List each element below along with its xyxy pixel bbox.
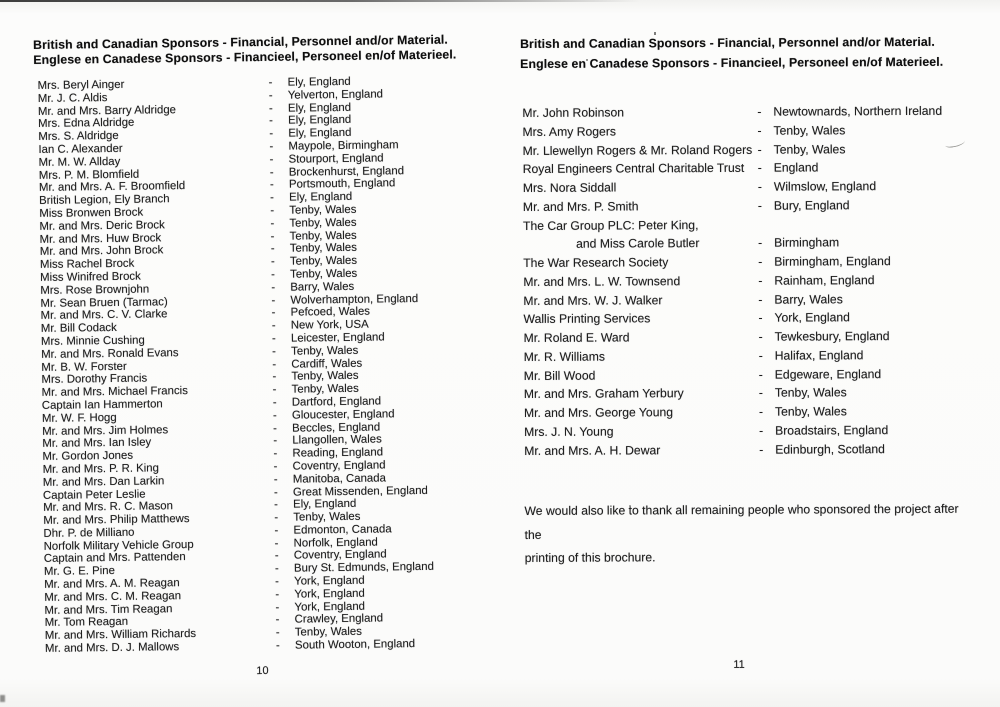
sponsor-name: Mr. and Mrs. Philip Matthews: [43, 513, 190, 527]
separator-dash: -: [274, 550, 279, 563]
sponsor-row: [522, 345, 994, 366]
separator-dash: -: [758, 385, 763, 401]
sponsor-location: Tenby, Wales: [289, 229, 357, 243]
sponsor-name: The War Research Society: [523, 255, 669, 270]
separator-dash: -: [271, 307, 276, 320]
sponsor-location: Tenby, Wales: [291, 382, 359, 396]
sponsor-location: Newtownards, Northern Ireland: [773, 103, 943, 119]
sponsor-location: Tenby, Wales: [289, 203, 357, 217]
sponsor-list-right: [520, 102, 994, 461]
sponsor-name: Mr. John Robinson: [522, 105, 625, 120]
separator-dash: -: [270, 243, 275, 256]
sponsor-row: [521, 270, 993, 291]
sponsor-location: Birmingham, England: [774, 254, 891, 269]
sponsor-location: Ely, England: [287, 75, 351, 89]
separator-dash: -: [273, 435, 278, 448]
sponsor-location: Maypole, Birmingham: [288, 139, 399, 153]
separator-dash: -: [757, 179, 762, 194]
separator-dash: -: [270, 217, 275, 230]
sponsor-row: [522, 327, 994, 348]
sponsor-name: Mr. M. W. Allday: [38, 155, 121, 169]
separator-dash: -: [758, 310, 763, 326]
separator-dash: -: [271, 319, 276, 333]
sponsor-row: [521, 233, 993, 254]
sponsor-name: Mr. Tom Reagan: [44, 616, 129, 630]
sponsor-name: Mrs. Nora Siddall: [522, 180, 617, 195]
sponsor-name: Mr. and Mrs. A. F. Broomfield: [38, 180, 186, 195]
sponsor-location: Ely, England: [293, 498, 357, 511]
sponsor-location: Ely, England: [289, 191, 353, 204]
sponsor-location: Tenby, Wales: [289, 216, 357, 230]
sponsor-location: New York, USA: [290, 318, 369, 332]
sponsor-location: Tenby, Wales: [290, 267, 358, 281]
title-english: British and Canadian Sponsors - Financial, Personnel and/or Material.: [520, 34, 935, 51]
sponsor-name: Miss Winifred Brock: [40, 270, 141, 284]
sponsor-location: Halifax, England: [774, 347, 864, 363]
sponsor-location: Llangollen, Wales: [292, 433, 382, 447]
separator-dash: -: [275, 639, 280, 652]
title-dutch: Englese en Canadese Sponsors - Financieel, Personeel en/of Materieel.: [520, 54, 944, 71]
separator-dash: -: [758, 367, 763, 382]
sponsor-name: Mrs. P. M. Blomfield: [38, 168, 140, 182]
sponsor-name: Captain Peter Leslie: [42, 488, 146, 502]
sponsor-location: Tenby, Wales: [294, 626, 362, 639]
sponsor-name: Mr. and Mrs. Deric Brock: [39, 219, 165, 233]
separator-dash: -: [270, 230, 275, 243]
sponsor-name: Mr. and Mrs. John Brock: [39, 244, 164, 259]
sponsor-name: Mr. Roland E. Ward: [523, 330, 630, 345]
sponsor-row: [521, 289, 993, 310]
sponsor-name: Mrs. J. N. Young: [524, 424, 614, 439]
page-title: [520, 32, 992, 74]
sponsor-location: Crawley, England: [294, 612, 384, 627]
sponsor-name: and Miss Carole Butler: [576, 236, 700, 251]
sponsor-name: Mr. R. Williams: [523, 349, 605, 364]
separator-dash: -: [270, 256, 275, 269]
separator-dash: -: [274, 563, 279, 576]
sponsor-location: Coventry, England: [292, 459, 386, 473]
sponsor-location: Birmingham: [774, 235, 840, 250]
sponsor-name: Mr. and Mrs. P. Smith: [522, 199, 639, 214]
sponsor-name: Mr. and Mrs. Ian Isley: [42, 436, 152, 451]
page-title: [33, 32, 503, 68]
sponsor-location: Brockenhurst, England: [288, 164, 405, 179]
sponsor-location: Dartford, England: [291, 395, 382, 409]
sponsor-location: Ely, England: [287, 101, 352, 115]
sponsor-location: York, England: [294, 587, 365, 601]
sponsor-location: Tenby, Wales: [774, 404, 847, 419]
sponsor-list-left: [34, 74, 511, 656]
title-dutch: Englese en Canadese Sponsors - Financieel, Personeel en/of Materieel.: [33, 47, 457, 67]
sponsor-location: Wilmslow, England: [773, 179, 877, 194]
sponsor-location: Tenby, Wales: [289, 242, 357, 256]
sponsor-name: Mrs. Rose Brownjohn: [40, 283, 150, 297]
sponsor-name: Dhr. P. de Milliano: [43, 526, 135, 540]
sponsor-row: [521, 158, 993, 179]
sponsor-location: Stourport, England: [288, 152, 384, 166]
sponsor-location: Edmonton, Canada: [293, 523, 392, 537]
separator-dash: -: [272, 358, 277, 371]
sponsor-name: Mr. Bill Wood: [523, 368, 596, 383]
sponsor-location: Edinburgh, Scotland: [775, 441, 885, 457]
separator-dash: -: [757, 104, 762, 119]
sponsor-name: Mr. and Mrs. Tim Reagan: [44, 602, 173, 617]
separator-dash: -: [758, 292, 763, 307]
sponsor-location: Yelverton, England: [287, 88, 384, 102]
separator-dash: -: [269, 128, 274, 141]
sponsor-row: [521, 195, 993, 216]
sponsor-name: Mr. and Mrs. Michael Francis: [41, 385, 188, 400]
sponsor-name: Mrs. S. Aldridge: [38, 130, 119, 144]
sponsor-location: Tenby, Wales: [293, 510, 361, 524]
closing-note: [524, 498, 976, 571]
separator-dash: -: [273, 447, 278, 460]
sponsor-name: Mr. B. W. Forster: [41, 360, 127, 374]
separator-dash: -: [757, 142, 762, 157]
separator-dash: -: [272, 383, 277, 397]
sponsor-name: Mr. Gordon Jones: [42, 449, 134, 464]
separator-dash: -: [275, 588, 280, 601]
sponsor-name: British Legion, Ely Branch: [39, 193, 170, 208]
sponsor-name: Mr. and Mrs. George Young: [523, 405, 674, 420]
separator-dash: -: [274, 524, 279, 537]
page-10: [33, 32, 503, 678]
separator-dash: -: [275, 601, 280, 614]
sponsor-location: York, England: [294, 574, 365, 588]
scan-artifact-top-edge: [0, 0, 640, 2]
sponsor-name: Mr. and Mrs. P. R. King: [42, 462, 160, 476]
sponsor-location: York, England: [774, 310, 850, 325]
page-number: 10: [256, 664, 269, 678]
sponsor-location: Leicester, England: [290, 331, 385, 345]
separator-dash: -: [273, 460, 278, 473]
separator-dash: -: [758, 235, 763, 251]
sponsor-location: Gloucester, England: [291, 408, 395, 422]
sponsor-location: Broadstairs, England: [775, 422, 889, 438]
separator-dash: -: [759, 423, 764, 438]
sponsor-name: Mrs. Beryl Ainger: [37, 78, 125, 92]
separator-dash: -: [272, 371, 277, 384]
sponsor-name: Mr. and Mrs. Dan Larkin: [42, 475, 165, 489]
sponsor-location: Bury St. Edmunds, England: [293, 561, 434, 575]
sponsor-row: [522, 364, 994, 385]
sponsor-name: Captain Ian Hammerton: [41, 398, 163, 412]
separator-dash: -: [273, 422, 278, 435]
sponsor-location: Tenby, Wales: [774, 385, 847, 400]
sponsor-location: Great Missenden, England: [292, 484, 428, 499]
sponsor-name: Mr. Llewellyn Rogers & Mr. Roland Rogers: [522, 142, 753, 158]
separator-dash: -: [270, 204, 275, 217]
sponsor-row: [522, 383, 994, 404]
separator-dash: -: [757, 198, 763, 213]
sponsor-name: Mr. and Mrs. Ronald Evans: [41, 346, 179, 361]
sponsor-name: Mr. and Mrs. Barry Aldridge: [37, 103, 177, 118]
sponsor-location: Tenby, Wales: [291, 370, 359, 383]
separator-dash: -: [757, 160, 762, 176]
separator-dash: -: [268, 76, 273, 89]
separator-dash: -: [275, 627, 280, 640]
sponsor-name: Mr. W. F. Hogg: [41, 411, 117, 425]
separator-dash: -: [758, 348, 763, 363]
sponsor-name: Mr. and Mrs. L. W. Townsend: [523, 273, 681, 289]
separator-dash: -: [269, 153, 274, 166]
sponsor-row: [521, 214, 993, 235]
sponsor-name: Miss Rachel Brock: [39, 257, 135, 272]
sponsor-row: [521, 252, 993, 273]
separator-dash: -: [273, 473, 278, 486]
sponsor-location: Ely, England: [288, 127, 352, 140]
sponsor-location: Barry, Wales: [290, 280, 355, 294]
separator-dash: -: [758, 329, 763, 344]
separator-dash: -: [759, 442, 764, 457]
separator-dash: -: [758, 254, 763, 269]
separator-dash: -: [273, 486, 278, 499]
sponsor-location: Bury, England: [773, 198, 850, 213]
sponsor-name: Mr. and Mrs. William Richards: [44, 628, 197, 643]
separator-dash: -: [270, 192, 274, 205]
sponsor-name: Mr. and Mrs. Jim Holmes: [42, 423, 169, 438]
sponsor-row: [522, 439, 994, 460]
sponsor-location: Tenby, Wales: [773, 141, 846, 157]
separator-dash: -: [757, 123, 762, 138]
sponsor-name: Miss Bronwen Brock: [39, 206, 144, 220]
sponsor-name: Wallis Printing Services: [523, 311, 651, 327]
sponsor-name: Mr. J. C. Aldis: [37, 91, 108, 105]
separator-dash: -: [268, 102, 273, 115]
sponsor-location: South Wooton, England: [294, 638, 416, 652]
sponsor-location: Tenby, Wales: [291, 344, 359, 358]
closing-note-line: printing of this brochure.: [524, 550, 656, 565]
sponsor-name: Mr. and Mrs. C. M. Reagan: [44, 589, 182, 604]
sponsor-name: Mrs. Amy Rogers: [522, 124, 617, 139]
separator-dash: -: [275, 575, 280, 588]
sponsor-location: Beccles, England: [292, 421, 381, 435]
sponsor-name: Mr. and Mrs. A. H. Dewar: [524, 442, 661, 458]
separator-dash: -: [274, 499, 279, 512]
sponsor-name: Mr. and Mrs. A. M. Reagan: [44, 577, 180, 591]
separator-dash: -: [271, 268, 275, 281]
separator-dash: -: [269, 115, 273, 128]
sponsor-name: Norfolk Military Vehicle Group: [43, 538, 194, 553]
separator-dash: -: [275, 614, 280, 627]
sponsor-name: Mrs. Edna Aldridge: [38, 117, 135, 131]
sponsor-name: The Car Group PLC: Peter King,: [522, 217, 699, 233]
sponsor-location: Tenby, Wales: [773, 123, 846, 138]
sponsor-row: [520, 102, 992, 123]
sponsor-name: Mr. Sean Bruen (Tarmac): [40, 295, 168, 310]
sponsor-name: Mr. and Mrs. Huw Brock: [39, 231, 162, 246]
sponsor-row: [521, 308, 993, 329]
sponsor-row: [522, 402, 994, 423]
sponsor-row: [521, 177, 993, 198]
separator-dash: -: [271, 332, 276, 345]
sponsor-location: Tenby, Wales: [289, 254, 358, 268]
sponsor-location: Edgeware, England: [774, 366, 882, 382]
sponsor-name: Mr. and Mrs. R. C. Mason: [43, 500, 173, 515]
closing-note-line: We would also like to thank all remaining people who sponsored the project after the: [524, 501, 959, 542]
separator-dash: -: [268, 89, 273, 102]
sponsor-row: [520, 120, 992, 141]
separator-dash: -: [758, 273, 763, 288]
sponsor-name: Royal Engineers Central Charitable Trust: [522, 161, 745, 177]
sponsor-name: Mr. Bill Codack: [40, 322, 117, 336]
sponsor-location: Rainham, England: [774, 272, 875, 288]
separator-dash: -: [271, 294, 276, 307]
sponsor-name: Mrs. Dorothy Francis: [41, 372, 148, 387]
title-english: British and Canadian Sponsors - Financial, Personnel and/or Material.: [33, 32, 448, 52]
separator-dash: -: [271, 281, 276, 294]
separator-dash: -: [272, 396, 277, 409]
sponsor-location: Reading, England: [292, 446, 384, 460]
separator-dash: -: [758, 404, 764, 419]
sponsor-name: Mr. and Mrs. Graham Yerbury: [523, 386, 684, 402]
sponsor-name: Captain and Mrs. Pattenden: [43, 551, 186, 566]
separator-dash: -: [269, 179, 274, 192]
sponsor-location: Wolverhampton, England: [290, 292, 419, 307]
page-number: 11: [733, 658, 745, 671]
separator-dash: -: [274, 511, 279, 524]
sponsor-name: Mrs. Minnie Cushing: [40, 334, 145, 348]
sponsor-location: Cardiff, Wales: [291, 357, 363, 371]
sponsor-location: Manitoba, Canada: [292, 472, 386, 486]
sponsor-location: Coventry, England: [293, 548, 387, 563]
sponsor-name: Mr. and Mrs. D. J. Mallows: [44, 641, 180, 655]
sponsor-location: England: [773, 160, 819, 175]
sponsor-location: Portsmouth, England: [288, 177, 396, 192]
sponsor-location: Pefcoed, Wales: [290, 305, 371, 319]
sponsor-location: York, England: [294, 600, 366, 614]
scan-artifact-bottom-left: [0, 695, 5, 702]
sponsor-location: Barry, Wales: [774, 291, 843, 307]
sponsor-name: Mr. G. E. Pine: [43, 565, 115, 579]
separator-dash: -: [272, 409, 277, 422]
separator-dash: -: [269, 140, 274, 153]
sponsor-name: Ian C. Alexander: [38, 142, 123, 156]
sponsor-location: Ely, England: [288, 114, 352, 128]
sponsor-location: Norfolk, England: [293, 536, 378, 550]
sponsor-name: Mr. and Mrs. W. J. Walker: [523, 292, 663, 308]
sponsor-name: Mr. and Mrs. C. V. Clarke: [40, 308, 168, 323]
page-11: [520, 32, 992, 671]
sponsor-row: [521, 139, 993, 160]
separator-dash: -: [274, 537, 279, 550]
separator-dash: -: [272, 345, 277, 358]
sponsor-location: Tewkesbury, England: [774, 329, 890, 344]
separator-dash: -: [269, 166, 274, 179]
sponsor-row: [522, 420, 994, 441]
